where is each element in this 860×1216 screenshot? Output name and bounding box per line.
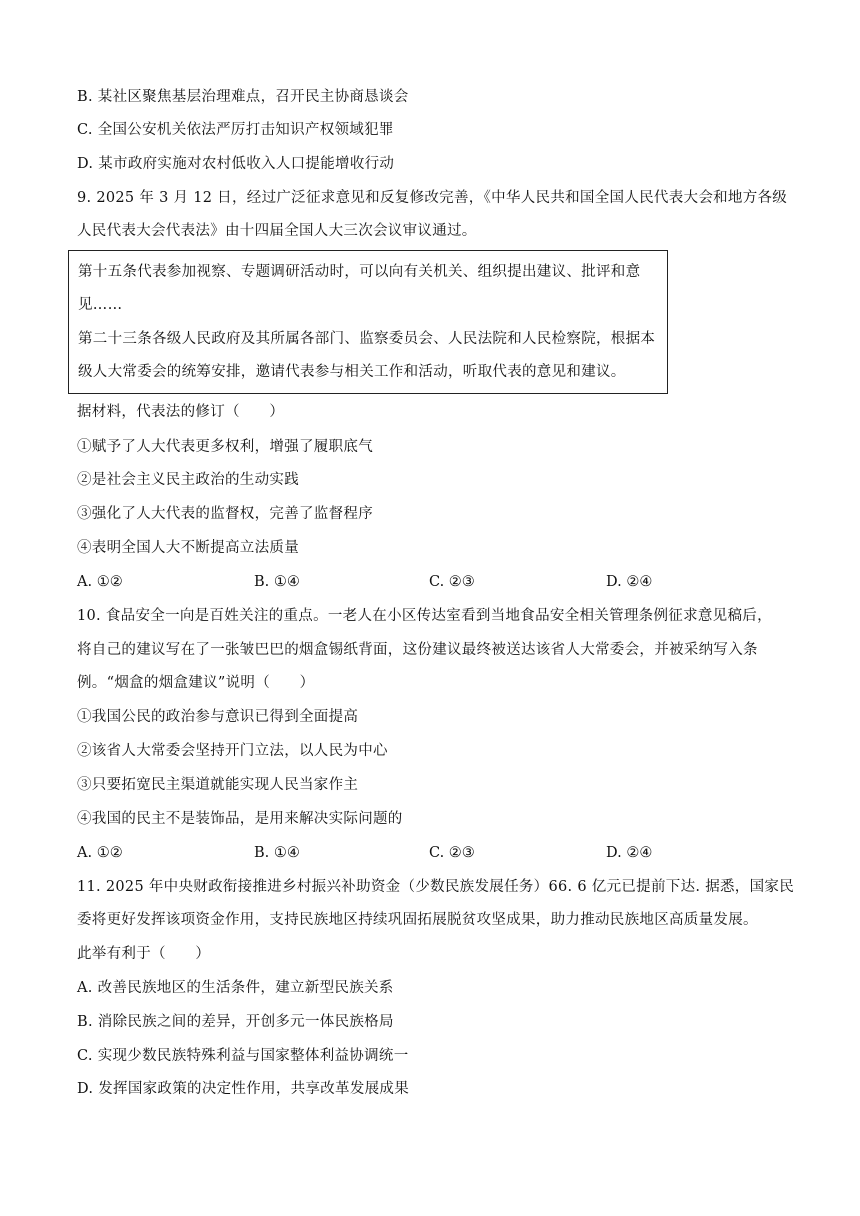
q9-statement-3: ③强化了人大代表的监督权，完善了监督程序 — [77, 506, 373, 522]
q11-option-b: B. 消除民族之间的差异，开创多元一体民族格局 — [77, 1014, 394, 1030]
q9-statement-4: ④表明全国人大不断提高立法质量 — [77, 540, 299, 556]
q10-stem-line-3: 例。“烟盒的烟盒建议”说明（ ） — [77, 675, 315, 691]
material-line: 级人大常委会的统筹安排，邀请代表参与相关工作和活动，听取代表的意见和建议。 — [78, 364, 626, 380]
q9-option-a: A. ①② — [77, 574, 123, 590]
q10-statement-1: ①我国公民的政治参与意识已得到全面提高 — [77, 709, 359, 725]
q10-option-d: D. ②④ — [606, 845, 653, 861]
q11-option-d: D. 发挥国家政策的决定性作用，共享改革发展成果 — [77, 1081, 410, 1097]
q8-option-c: C. 全国公安机关依法严厉打击知识产权领域犯罪 — [77, 122, 394, 138]
q9-option-c: C. ②③ — [429, 574, 475, 590]
q9-stem-line-1: 9. 2025 年 3 月 12 日，经过广泛征求意见和反复修改完善，《中华人民共和国全国人民代表大会和地方各级 — [77, 190, 788, 206]
q10-stem-line-2: 将自己的建议写在了一张皱巴巴的烟盒锡纸背面，这份建议最终被送达该省人大常委会，并被采纳写入条 — [77, 642, 758, 658]
material-line: 第二十三条各级人民政府及其所属各部门、监察委员会、人民法院和人民检察院，根据本 — [78, 331, 656, 347]
q10-statement-3: ③只要拓宽民主渠道就能实现人民当家作主 — [77, 777, 359, 793]
q11-option-a: A. 改善民族地区的生活条件，建立新型民族关系 — [77, 980, 394, 996]
q9-question: 据材料，代表法的修订（ ） — [77, 404, 285, 420]
q9-option-b: B. ①④ — [254, 574, 300, 590]
q9-material-box — [68, 250, 668, 394]
q9-statement-1: ①赋予了人大代表更多权利，增强了履职底气 — [77, 439, 373, 455]
q10-option-c: C. ②③ — [429, 845, 475, 861]
q11-option-c: C. 实现少数民族特殊利益与国家整体利益协调统一 — [77, 1048, 409, 1064]
q9-stem-line-2: 人民代表大会代表法》由十四届全国人大三次会议审议通过。 — [77, 223, 477, 239]
q9-statement-2: ②是社会主义民主政治的生动实践 — [77, 472, 299, 488]
material-line: 见…… — [78, 297, 123, 313]
material-line: 第十五条代表参加视察、专题调研活动时，可以向有关机关、组织提出建议、批评和意 — [78, 264, 641, 280]
q8-option-b: B. 某社区聚焦基层治理难点，召开民主协商恳谈会 — [77, 89, 409, 105]
q11-stem-line-1: 11. 2025 年中央财政衔接推进乡村振兴补助资金（少数民族发展任务）66. 6 亿元已提前下达. 据悉，国家民 — [77, 879, 794, 895]
q9-option-d: D. ②④ — [606, 574, 653, 590]
q10-option-b: B. ①④ — [254, 845, 300, 861]
q11-question: 此举有利于（ ） — [77, 946, 211, 962]
q11-stem-line-2: 委将更好发挥该项资金作用，支持民族地区持续巩固拓展脱贫攻坚成果，助力推动民族地区高质量发展。 — [77, 912, 758, 928]
q10-statement-2: ②该省人大常委会坚持开门立法，以人民为中心 — [77, 743, 388, 759]
q10-statement-4: ④我国的民主不是装饰品，是用来解决实际问题的 — [77, 811, 403, 827]
q10-option-a: A. ①② — [77, 845, 123, 861]
q10-stem-line-1: 10. 食品安全一向是百姓关注的重点。一老人在小区传达室看到当地食品安全相关管理条例征求意见稿后， — [77, 608, 772, 624]
q8-option-d: D. 某市政府实施对农村低收入人口提能增收行动 — [77, 156, 395, 172]
